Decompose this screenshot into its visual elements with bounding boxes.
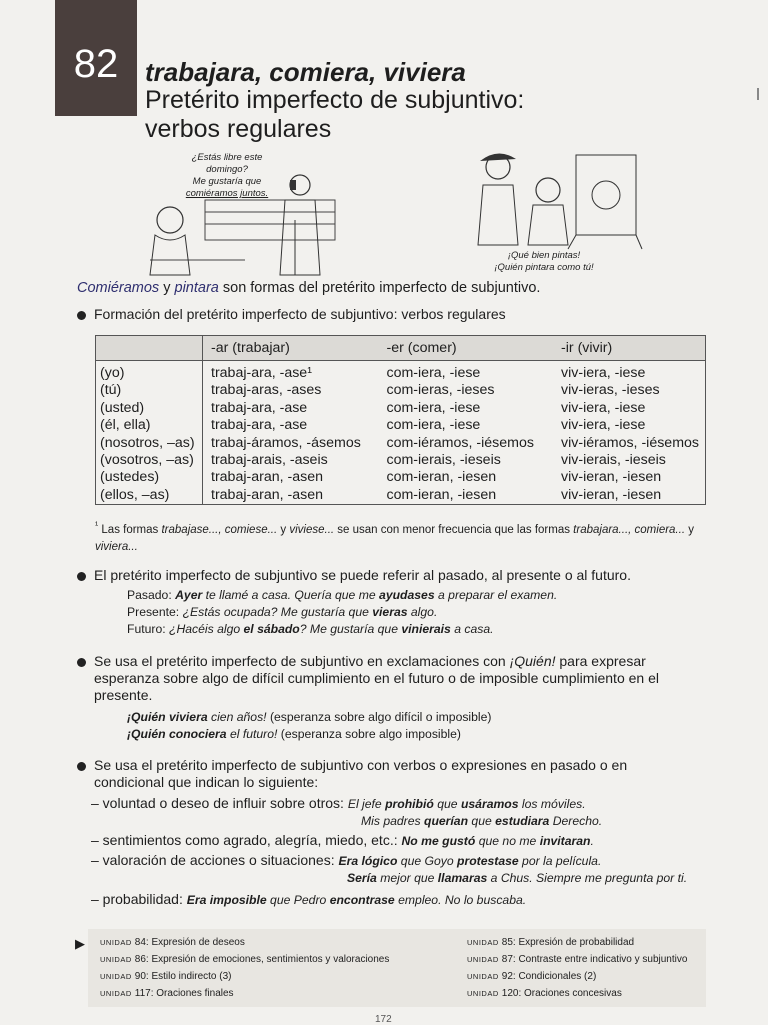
reference-item[interactable]: UNIDAD 92: Condicionales (2) bbox=[467, 971, 597, 982]
er-cell: com-ieran, -iesen bbox=[386, 486, 497, 503]
ir-cell: viv-ieran, -iesen bbox=[561, 469, 662, 486]
bullet-icon bbox=[77, 658, 86, 667]
example-presente bbox=[127, 604, 692, 621]
example-emphasis: ¡Quién viviera bbox=[127, 710, 208, 724]
er-cell: com-iera, -iese bbox=[386, 417, 481, 434]
er-cell: com-iera, -iese bbox=[386, 365, 481, 381]
footnote-text: y bbox=[685, 523, 694, 536]
section-time-body: El pretérito imperfecto de subjuntivo se puede referir al pasado, al presente o al futuro. bbox=[94, 567, 631, 583]
ir-cell: viv-iera, -iese bbox=[561, 417, 646, 434]
table-header-cell: -er (comer) bbox=[379, 336, 554, 361]
example-text: . bbox=[590, 834, 594, 848]
table-header-cell bbox=[96, 336, 203, 361]
example-emphasis: Era imposible bbox=[186, 893, 267, 907]
example-label: Pasado: bbox=[127, 588, 172, 602]
example-text: a preparar el examen. bbox=[434, 588, 558, 602]
speech-left-line2: Me gustaría que bbox=[192, 176, 262, 187]
quien-examples bbox=[77, 709, 692, 743]
unit-title-line1: Pretérito imperfecto de subjuntivo: bbox=[145, 86, 525, 114]
bullet-icon bbox=[77, 572, 86, 581]
expression-valoracion-2 bbox=[91, 870, 692, 887]
example-text: te llamé a casa. Quería que me bbox=[202, 588, 380, 602]
example-emphasis: Sería bbox=[347, 871, 377, 885]
example-emphasis: protestase bbox=[457, 854, 519, 868]
footnote-form: trabajase..., bbox=[161, 523, 222, 536]
speech-left-line3: comiéramos juntos. bbox=[185, 188, 269, 199]
example-text: ¿Hacéis algo bbox=[169, 622, 244, 636]
unit-number: 82 bbox=[73, 42, 119, 86]
expression-voluntad bbox=[91, 795, 692, 813]
example-pasado bbox=[127, 587, 692, 604]
example-text: empleo. No lo buscaba. bbox=[394, 893, 527, 907]
pronoun-cell: (ustedes) bbox=[96, 469, 203, 486]
footnote-text: Las formas bbox=[98, 523, 162, 536]
footnote-form: comiese... bbox=[224, 523, 278, 536]
example-emphasis: invitaran bbox=[539, 834, 591, 848]
table-row bbox=[96, 361, 706, 383]
example-text: cien años! bbox=[207, 710, 267, 724]
footnote-mark: ¹ bbox=[95, 520, 99, 531]
example-quien-1 bbox=[127, 709, 692, 726]
section-expressions bbox=[77, 757, 692, 909]
section-time-text bbox=[77, 567, 692, 584]
ir-cell: viv-iera, -iese bbox=[561, 399, 646, 416]
ir-cell: viv-ierais, -ieseis bbox=[561, 452, 666, 469]
speech-bubble-right bbox=[484, 250, 604, 274]
expression-label: – voluntad o deseo de influir sobre otros: bbox=[91, 795, 344, 811]
example-label: Presente: bbox=[127, 605, 180, 619]
reference-item[interactable]: UNIDAD 117: Oraciones finales bbox=[100, 988, 234, 999]
table-row bbox=[96, 382, 706, 399]
ar-cell: trabaj-ara, -ase¹ bbox=[211, 365, 312, 381]
example-text: El jefe bbox=[347, 797, 386, 811]
arrow-right-icon: ▶ bbox=[75, 936, 85, 951]
example-text: Mis padres bbox=[361, 814, 424, 828]
caption-word2: pintara bbox=[174, 280, 219, 296]
example-text: ¿Estás ocupada? Me gustaría que bbox=[182, 605, 373, 619]
example-text: a Chus. Siempre me pregunta por ti. bbox=[487, 871, 688, 885]
section-quien-emphasis: ¡Quién! bbox=[509, 653, 556, 669]
section-expressions-body: Se usa el pretérito imperfecto de subjuntivo con verbos o expresiones en pasado o en condicional que indican lo siguiente: bbox=[94, 757, 628, 790]
ir-cell: viv-iera, -iese bbox=[561, 365, 646, 381]
example-emphasis: llamaras bbox=[437, 871, 488, 885]
pronoun-cell: (nosotros, –as) bbox=[96, 435, 203, 452]
footnote bbox=[95, 517, 705, 556]
expression-label: – probabilidad: bbox=[91, 891, 183, 907]
ar-cell: trabaj-aras, -ases bbox=[211, 382, 322, 399]
ar-cell: trabaj-ara, -ase bbox=[211, 417, 308, 434]
caption-rest: son formas del pretérito imperfecto de subjuntivo. bbox=[222, 280, 541, 296]
example-label: Futuro: bbox=[127, 622, 166, 636]
section-quien bbox=[77, 653, 692, 743]
reference-item[interactable]: UNIDAD 85: Expresión de probabilidad bbox=[467, 937, 635, 948]
formation-heading-text: Formación del pretérito imperfecto de subjuntivo: verbos regulares bbox=[94, 306, 506, 322]
example-text: que bbox=[468, 814, 496, 828]
expression-label: – sentimientos como agrado, alegría, miedo, etc.: bbox=[91, 832, 398, 848]
footnote-form: viviera... bbox=[95, 540, 138, 553]
example-quien-2 bbox=[127, 726, 692, 743]
reference-item[interactable]: UNIDAD 90: Estilo indirecto (3) bbox=[100, 971, 232, 982]
ar-cell: trabaj-áramos, -ásemos bbox=[211, 434, 361, 451]
example-emphasis: Era lógico bbox=[338, 854, 398, 868]
time-examples bbox=[77, 587, 692, 638]
reference-item[interactable]: UNIDAD 87: Contraste entre indicativo y subjuntivo bbox=[467, 954, 688, 965]
er-cell: com-ieras, -ieses bbox=[386, 382, 495, 399]
table-header-cell: -ar (trabajar) bbox=[203, 336, 379, 361]
example-emphasis: Ayer bbox=[175, 588, 203, 602]
table-header-cell: -ir (vivir) bbox=[553, 336, 705, 361]
table-row bbox=[96, 435, 706, 452]
example-emphasis: estudiara bbox=[495, 814, 550, 828]
pronoun-cell: (ellos, –as) bbox=[96, 487, 203, 505]
er-cell: com-ierais, -ieseis bbox=[386, 452, 501, 469]
unit-title bbox=[145, 86, 524, 144]
section-time-reference bbox=[77, 567, 692, 638]
table-row bbox=[96, 400, 706, 417]
table-row bbox=[96, 452, 706, 469]
ar-cell: trabaj-aran, -asen bbox=[211, 486, 323, 503]
expression-voluntad-2 bbox=[91, 813, 692, 830]
section-quien-body: Se usa el pretérito imperfecto de subjuntivo en exclamaciones con bbox=[94, 653, 510, 669]
example-note: (esperanza sobre algo imposible) bbox=[277, 727, 461, 741]
illustration-painting bbox=[458, 145, 643, 250]
reference-item[interactable]: UNIDAD 120: Oraciones concesivas bbox=[467, 988, 622, 999]
er-cell: com-ieran, -iesen bbox=[386, 469, 497, 486]
unit-title-line2: verbos regulares bbox=[145, 115, 332, 143]
caption-connector: y bbox=[163, 280, 171, 296]
example-text: que Goyo bbox=[397, 854, 458, 868]
ar-cell: trabaj-aran, -asen bbox=[211, 469, 323, 486]
table-row bbox=[96, 487, 706, 505]
example-text: los móviles. bbox=[518, 797, 586, 811]
page-number: 172 bbox=[375, 1014, 392, 1025]
pronoun-cell: (tú) bbox=[96, 382, 203, 399]
table-row bbox=[96, 469, 706, 486]
page-edge-mark bbox=[757, 88, 759, 100]
example-emphasis: usáramos bbox=[460, 797, 519, 811]
table-row bbox=[96, 417, 706, 434]
expression-sentimientos bbox=[91, 832, 692, 850]
unit-title-verbs: trabajara, comiera, viviera bbox=[145, 57, 466, 87]
example-emphasis: encontrase bbox=[329, 893, 395, 907]
pronoun-cell: (vosotros, –as) bbox=[96, 452, 203, 469]
er-cell: com-iera, -iese bbox=[386, 399, 481, 416]
bullet-icon bbox=[77, 311, 86, 320]
example-note: (esperanza sobre algo difícil o imposible) bbox=[266, 710, 492, 724]
caption bbox=[77, 280, 540, 296]
example-emphasis: vieras bbox=[372, 605, 408, 619]
example-text: ? Me gustaría que bbox=[299, 622, 402, 636]
example-emphasis: el sábado bbox=[243, 622, 300, 636]
speech-left-line1: ¿Estás libre este domingo? bbox=[191, 152, 263, 175]
expression-probabilidad bbox=[91, 891, 692, 909]
pronoun-cell: (yo) bbox=[96, 361, 203, 383]
pronoun-cell: (usted) bbox=[96, 400, 203, 417]
example-emphasis: ayudases bbox=[379, 588, 435, 602]
example-text: el futuro! bbox=[226, 727, 278, 741]
section-quien-body: para expresar esperanza sobre algo de difícil cumplimiento en el futuro o de imposible cumplimiento en el presente. bbox=[94, 653, 659, 703]
footnote-form: trabajara..., comiera... bbox=[573, 523, 686, 536]
caption-word1: Comiéramos bbox=[77, 280, 160, 296]
example-text: que no me bbox=[475, 834, 540, 848]
conjugation-table bbox=[95, 335, 706, 505]
speech-right-line1: ¡Qué bien pintas! bbox=[507, 250, 581, 261]
example-emphasis: ¡Quién conociera bbox=[127, 727, 227, 741]
example-emphasis: No me gustó bbox=[401, 834, 476, 848]
example-futuro bbox=[127, 621, 692, 638]
expression-label: – valoración de acciones o situaciones: bbox=[91, 852, 335, 868]
example-text: algo. bbox=[407, 605, 438, 619]
example-emphasis: querían bbox=[424, 814, 469, 828]
reference-item[interactable]: UNIDAD 84: Expresión de deseos bbox=[100, 937, 245, 948]
example-text: que bbox=[433, 797, 461, 811]
example-text: que Pedro bbox=[266, 893, 330, 907]
speech-right-line2: ¡Quién pintara como tú! bbox=[494, 262, 594, 273]
ar-cell: trabaj-arais, -aseis bbox=[211, 452, 328, 469]
example-text: a casa. bbox=[450, 622, 494, 636]
ir-cell: viv-ieras, -ieses bbox=[561, 382, 660, 399]
example-emphasis: prohibió bbox=[385, 797, 434, 811]
reference-item[interactable]: UNIDAD 86: Expresión de emociones, sentimientos y valoraciones bbox=[100, 954, 390, 965]
ir-cell: viv-iéramos, -iésemos bbox=[561, 434, 699, 451]
section-quien-text bbox=[77, 653, 692, 704]
expression-list bbox=[77, 795, 692, 909]
footnote-form: viviese... bbox=[289, 523, 335, 536]
er-cell: com-iéramos, -iésemos bbox=[386, 434, 534, 451]
expression-valoracion bbox=[91, 852, 692, 870]
ar-cell: trabaj-ara, -ase bbox=[211, 399, 308, 416]
example-text: mejor que bbox=[376, 871, 438, 885]
formation-heading bbox=[77, 306, 506, 322]
speech-bubble-left bbox=[172, 152, 282, 200]
pronoun-cell: (él, ella) bbox=[96, 417, 203, 434]
example-text: por la película. bbox=[518, 854, 602, 868]
section-expressions-text bbox=[77, 757, 692, 791]
unit-number-badge bbox=[55, 0, 137, 116]
table-header-row bbox=[96, 336, 706, 361]
bullet-icon bbox=[77, 762, 86, 771]
ir-cell: viv-ieran, -iesen bbox=[561, 486, 662, 503]
footnote-text: y bbox=[277, 523, 290, 536]
example-text: Derecho. bbox=[549, 814, 603, 828]
example-emphasis: vinierais bbox=[401, 622, 451, 636]
footnote-text: se usan con menor frecuencia que las formas bbox=[334, 523, 574, 536]
